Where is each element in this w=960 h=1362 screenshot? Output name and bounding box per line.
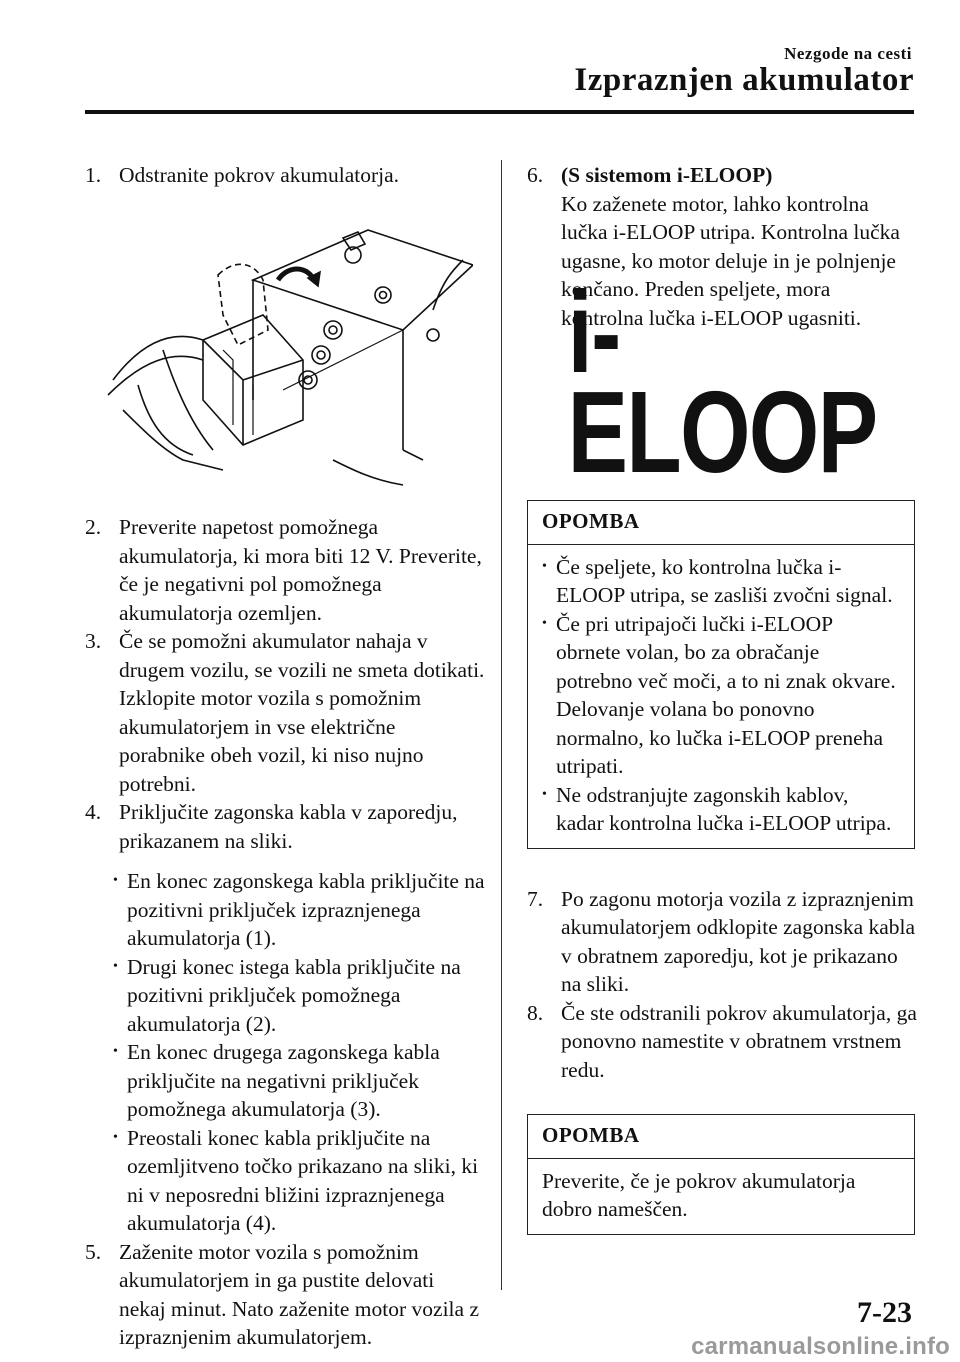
step-text: Ko zaženete motor, lahko kontrolna lučka i-ELOOP utripa. Kontrolna lučka ugasne, ko motor deluje in je polnjenje končano. Preden speljete, mora kontrolna lučka i-ELOOP ugasniti. <box>561 191 900 330</box>
bullet-icon: • <box>113 873 118 888</box>
battery-cover-illustration <box>103 220 473 490</box>
step-3 <box>85 627 485 798</box>
right-column <box>527 161 917 1235</box>
note-text: Preverite, če je pokrov akumulatorja dobro nameščen. <box>542 1168 856 1221</box>
note-heading: OPOMBA <box>528 1115 914 1159</box>
step-7 <box>527 885 917 999</box>
step-4-bullet-list <box>113 867 485 1238</box>
list-item <box>113 1038 485 1124</box>
bullet-text: Če pri utripajoči lučki i-ELOOP obrnete volan, bo za obračanje potrebno več moči, a to ni znak okvare. Delovanje volana bo ponovno normalno, ko lučka i-ELOOP preneha utripati. <box>556 611 896 778</box>
bullet-icon: • <box>113 958 118 974</box>
list-item <box>542 610 900 781</box>
bullet-text: Preostali konec kabla priključite na ozemljitveno točko prikazano na sliki, ki ni v neposredni bližini izpraznjenega akumulatorja (4). <box>127 1125 479 1235</box>
step-heading: (S sistemom i-ELOOP) <box>561 163 773 187</box>
step-number: 6. <box>527 163 544 187</box>
page-title: Izpraznjen akumulator <box>574 62 914 98</box>
bullet-text: Ne odstranjujte zagonskih kablov, kadar kontrolna lučka i-ELOOP utripa. <box>556 782 892 835</box>
list-item <box>113 1124 485 1238</box>
i-eloop-logo <box>527 267 917 497</box>
bullet-text: Drugi konec istega kabla priključite na pozitivni priključek pomožnega akumulatorja (2). <box>127 954 461 1036</box>
note-box <box>527 500 915 849</box>
step-text: Preverite napetost pomožnega akumulatorja, ki mora biti 12 V. Preverite, če je negativni pol pomožnega akumulatorja ozemljen. <box>119 515 482 625</box>
bullet-icon: • <box>542 558 547 574</box>
logo-text: i-ELOOP <box>567 267 877 497</box>
step-number: 8. <box>527 1000 544 1025</box>
step-4 <box>85 798 485 855</box>
step-8 <box>527 999 917 1085</box>
list-item <box>542 553 900 610</box>
bullet-icon: • <box>542 615 547 631</box>
step-text: Po zagonu motorja vozila z izpraznjenim akumulatorjem odklopite zagonska kabla v obratnem zaporedju, kot je prikazano na sliki. <box>561 886 916 996</box>
step-text: Odstranite pokrov akumulatorja. <box>119 163 400 187</box>
bullet-text: En konec zagonskega kabla priključite na pozitivni priključek izpraznjenega akumulatorja (1). <box>127 869 485 950</box>
list-item <box>113 953 485 1039</box>
step-number: 3. <box>85 629 102 653</box>
note-bullet-list <box>542 553 900 838</box>
step-5 <box>85 1238 485 1352</box>
page-number: 7-23 <box>857 1296 912 1329</box>
bullet-text: En konec drugega zagonskega kabla priključite na negativni priključek pomožnega akumulatorja (3). <box>127 1040 440 1121</box>
step-number: 1. <box>85 163 102 187</box>
bullet-icon: • <box>113 1044 118 1059</box>
step-text: Priključite zagonska kabla v zaporedju, prikazanem na sliki. <box>119 800 458 853</box>
left-column <box>85 161 485 1352</box>
note-box <box>527 1114 915 1235</box>
list-item <box>113 867 485 953</box>
step-number: 5. <box>85 1239 102 1264</box>
note-heading: OPOMBA <box>528 501 914 545</box>
bullet-icon: • <box>113 1129 118 1145</box>
watermark: carmanualsonline.info <box>691 1333 950 1360</box>
step-number: 7. <box>527 886 544 911</box>
column-divider <box>501 160 502 1290</box>
step-number: 2. <box>85 515 102 539</box>
header-rule <box>85 110 914 114</box>
step-text: Zaženite motor vozila s pomožnim akumulatorjem in ga pustite delovati nekaj minut. Nato zaženite motor vozila z izpraznjenim akumulatorjem. <box>119 1239 479 1349</box>
step-1 <box>85 161 485 190</box>
section-title: Nezgode na cesti <box>784 44 912 63</box>
step-text: Če ste odstranili pokrov akumulatorja, ga ponovno namestite v obratnem vrstnem redu. <box>561 1000 917 1082</box>
bullet-text: Če speljete, ko kontrolna lučka i-ELOOP utripa, se zasliši zvočni signal. <box>556 554 893 607</box>
list-item <box>542 781 900 838</box>
step-number: 4. <box>85 800 102 824</box>
bullet-icon: • <box>542 786 547 802</box>
step-2 <box>85 513 485 627</box>
step-text: Če se pomožni akumulator nahaja v drugem vozilu, se vozili ne smeta dotikati. Izklopite motor vozila s pomožnim akumulatorjem in vse električne porabnike obeh vozil, ki niso nujno potrebni. <box>119 629 485 796</box>
